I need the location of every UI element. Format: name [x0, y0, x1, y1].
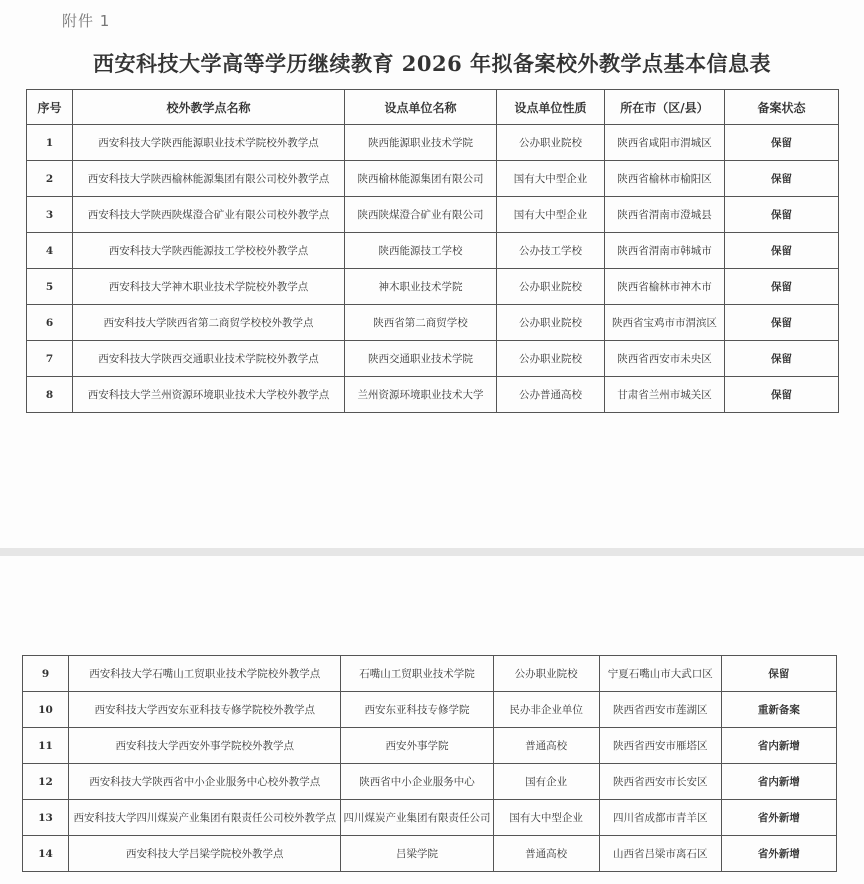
cell-unit-name: 陕西陕煤澄合矿业有限公司 [345, 197, 497, 233]
table-row [27, 197, 839, 233]
cell-unit-name: 石嘴山工贸职业技术学院 [341, 656, 493, 692]
cell-site-name: 西安科技大学西安东亚科技专修学院校外教学点 [69, 692, 341, 728]
cell-location: 山西省吕梁市离石区 [599, 836, 721, 872]
table-row [27, 341, 839, 377]
cell-status: 省外新增 [721, 836, 836, 872]
cell-unit-name: 兰州资源环境职业技术大学 [345, 377, 497, 413]
cell-unit-nature: 公办职业院校 [497, 305, 605, 341]
cell-location: 陕西省咸阳市渭城区 [605, 125, 725, 161]
cell-serial-no: 6 [27, 305, 73, 341]
document-page-2 [0, 556, 864, 884]
cell-location: 四川省成都市青羊区 [599, 800, 721, 836]
cell-site-name: 西安科技大学吕梁学院校外教学点 [69, 836, 341, 872]
cell-status: 保留 [725, 125, 839, 161]
header-location: 所在市（区/县） [605, 90, 725, 125]
info-table-page-1 [26, 89, 839, 413]
cell-unit-nature: 国有企业 [493, 764, 599, 800]
table-row [23, 764, 837, 800]
cell-status: 保留 [725, 161, 839, 197]
table-row [27, 161, 839, 197]
cell-unit-nature: 国有大中型企业 [497, 161, 605, 197]
cell-site-name: 西安科技大学西安外事学院校外教学点 [69, 728, 341, 764]
cell-status: 保留 [725, 341, 839, 377]
table-row [23, 800, 837, 836]
table-row [27, 269, 839, 305]
table-row [27, 305, 839, 341]
cell-status: 省内新增 [721, 728, 836, 764]
table-row [23, 836, 837, 872]
cell-location: 陕西省西安市雁塔区 [599, 728, 721, 764]
cell-status: 保留 [721, 656, 836, 692]
cell-serial-no: 7 [27, 341, 73, 377]
cell-location: 陕西省宝鸡市市渭滨区 [605, 305, 725, 341]
cell-status: 保留 [725, 305, 839, 341]
cell-unit-name: 神木职业技术学院 [345, 269, 497, 305]
cell-serial-no: 4 [27, 233, 73, 269]
cell-location: 陕西省西安市长安区 [599, 764, 721, 800]
cell-unit-name: 吕梁学院 [341, 836, 493, 872]
cell-status: 保留 [725, 269, 839, 305]
cell-serial-no: 13 [23, 800, 69, 836]
cell-site-name: 西安科技大学陕西能源职业技术学院校外教学点 [73, 125, 345, 161]
cell-unit-nature: 普通高校 [493, 728, 599, 764]
cell-unit-name: 西安东亚科技专修学院 [341, 692, 493, 728]
table-row [27, 125, 839, 161]
cell-status: 重新备案 [721, 692, 836, 728]
cell-site-name: 西安科技大学陕西榆林能源集团有限公司校外教学点 [73, 161, 345, 197]
cell-unit-nature: 国有大中型企业 [497, 197, 605, 233]
cell-unit-name: 陕西省中小企业服务中心 [341, 764, 493, 800]
cell-site-name: 西安科技大学陕西陕煤澄合矿业有限公司校外教学点 [73, 197, 345, 233]
cell-unit-name: 四川煤炭产业集团有限责任公司 [341, 800, 493, 836]
cell-unit-nature: 民办非企业单位 [493, 692, 599, 728]
header-unit-nature: 设点单位性质 [497, 90, 605, 125]
cell-serial-no: 8 [27, 377, 73, 413]
cell-unit-name: 西安外事学院 [341, 728, 493, 764]
cell-status: 省外新增 [721, 800, 836, 836]
cell-serial-no: 11 [23, 728, 69, 764]
cell-status: 省内新增 [721, 764, 836, 800]
cell-serial-no: 5 [27, 269, 73, 305]
table-row [27, 377, 839, 413]
cell-unit-nature: 普通高校 [493, 836, 599, 872]
cell-serial-no: 9 [23, 656, 69, 692]
header-serial-no: 序号 [27, 90, 73, 125]
cell-unit-name: 陕西榆林能源集团有限公司 [345, 161, 497, 197]
table-header-row [27, 90, 839, 125]
page-separator [0, 548, 864, 556]
cell-unit-nature: 国有大中型企业 [493, 800, 599, 836]
info-table-page-2 [22, 655, 837, 872]
cell-unit-nature: 公办职业院校 [493, 656, 599, 692]
header-unit-name: 设点单位名称 [345, 90, 497, 125]
document-title: 西安科技大学高等学历继续教育 2026 年拟备案校外教学点基本信息表 [92, 51, 772, 76]
cell-location: 陕西省渭南市澄城县 [605, 197, 725, 233]
cell-location: 陕西省西安市莲湖区 [599, 692, 721, 728]
table-row [23, 656, 837, 692]
cell-site-name: 西安科技大学神木职业技术学院校外教学点 [73, 269, 345, 305]
cell-location: 甘肃省兰州市城关区 [605, 377, 725, 413]
cell-serial-no: 3 [27, 197, 73, 233]
cell-site-name: 西安科技大学陕西能源技工学校校外教学点 [73, 233, 345, 269]
header-status: 备案状态 [725, 90, 839, 125]
cell-location: 陕西省渭南市韩城市 [605, 233, 725, 269]
cell-serial-no: 12 [23, 764, 69, 800]
cell-status: 保留 [725, 197, 839, 233]
cell-status: 保留 [725, 233, 839, 269]
cell-unit-name: 陕西能源职业技术学院 [345, 125, 497, 161]
cell-site-name: 西安科技大学陕西交通职业技术学院校外教学点 [73, 341, 345, 377]
cell-location: 陕西省榆林市神木市 [605, 269, 725, 305]
cell-site-name: 西安科技大学兰州资源环境职业技术大学校外教学点 [73, 377, 345, 413]
cell-site-name: 西安科技大学陕西省中小企业服务中心校外教学点 [69, 764, 341, 800]
table-row [23, 692, 837, 728]
cell-unit-name: 陕西交通职业技术学院 [345, 341, 497, 377]
cell-unit-nature: 公办职业院校 [497, 125, 605, 161]
cell-site-name: 西安科技大学石嘴山工贸职业技术学院校外教学点 [69, 656, 341, 692]
cell-site-name: 西安科技大学四川煤炭产业集团有限责任公司校外教学点 [69, 800, 341, 836]
cell-status: 保留 [725, 377, 839, 413]
header-site-name: 校外教学点名称 [73, 90, 345, 125]
cell-unit-nature: 公办职业院校 [497, 269, 605, 305]
cell-location: 陕西省西安市未央区 [605, 341, 725, 377]
cell-unit-name: 陕西能源技工学校 [345, 233, 497, 269]
cell-serial-no: 14 [23, 836, 69, 872]
cell-unit-nature: 公办技工学校 [497, 233, 605, 269]
attachment-label: 附件 1 [62, 12, 111, 30]
cell-site-name: 西安科技大学陕西省第二商贸学校校外教学点 [73, 305, 345, 341]
cell-serial-no: 10 [23, 692, 69, 728]
table-row [27, 233, 839, 269]
cell-unit-nature: 公办职业院校 [497, 341, 605, 377]
cell-location: 宁夏石嘴山市大武口区 [599, 656, 721, 692]
cell-location: 陕西省榆林市榆阳区 [605, 161, 725, 197]
table-row [23, 728, 837, 764]
cell-unit-name: 陕西省第二商贸学校 [345, 305, 497, 341]
cell-serial-no: 1 [27, 125, 73, 161]
cell-serial-no: 2 [27, 161, 73, 197]
cell-unit-nature: 公办普通高校 [497, 377, 605, 413]
